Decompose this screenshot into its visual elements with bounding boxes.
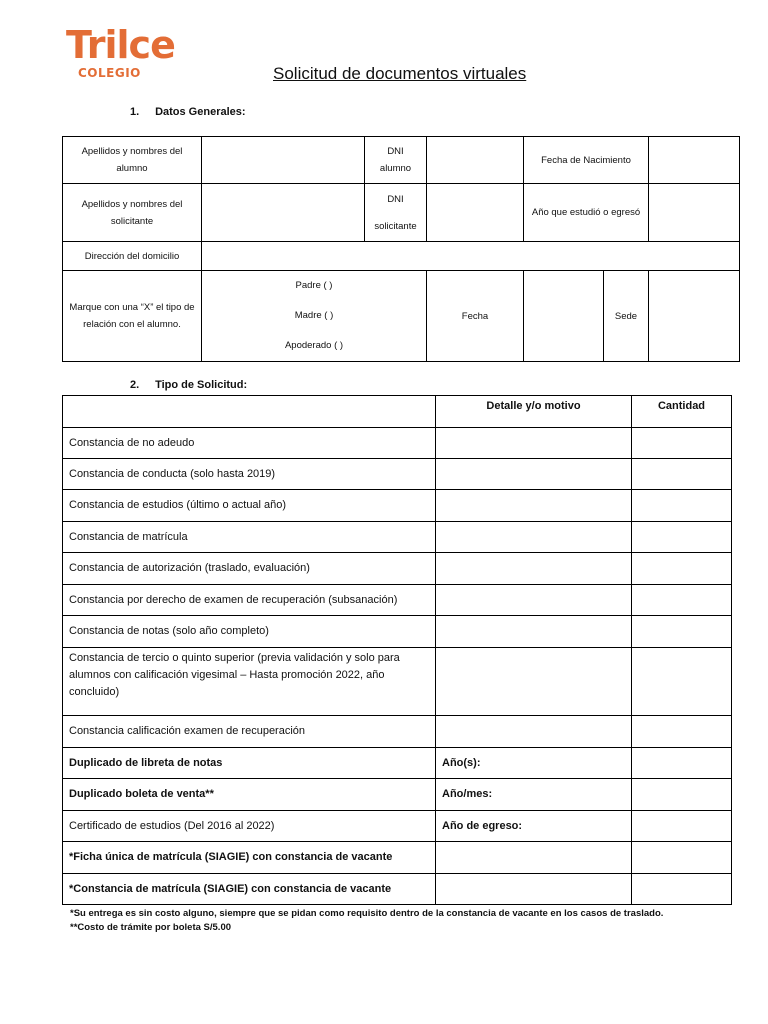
domicilio-field[interactable] xyxy=(202,242,740,271)
request-type-label[interactable]: Constancia de notas (solo año completo) xyxy=(63,616,436,648)
request-detail-field[interactable]: Año/mes: xyxy=(436,779,632,811)
fecha-label: Fecha xyxy=(427,271,524,362)
relacion-label: Marque con una “X” el tipo de relación con el alumno. xyxy=(63,271,202,362)
request-detail-field[interactable] xyxy=(436,522,632,553)
request-type-label[interactable]: Constancia de estudios (último o actual año) xyxy=(63,490,436,522)
request-quantity-field[interactable] xyxy=(632,811,732,842)
request-detail-field[interactable] xyxy=(436,585,632,616)
dni-alumno-field[interactable] xyxy=(427,137,524,184)
request-quantity-field[interactable] xyxy=(632,459,732,490)
header-cantidad: Cantidad xyxy=(632,396,732,428)
request-quantity-field[interactable] xyxy=(632,616,732,648)
option-apoderado[interactable]: Apoderado ( ) xyxy=(284,340,344,351)
alumno-label: Apellidos y nombres del alumno xyxy=(63,137,202,184)
table-row xyxy=(63,811,732,842)
logo-subtitle: COLEGIO xyxy=(78,66,141,80)
request-quantity-field[interactable] xyxy=(632,490,732,522)
request-type-label[interactable]: Constancia de autorización (traslado, evaluación) xyxy=(63,553,436,585)
request-detail-field[interactable]: Año(s): xyxy=(436,748,632,779)
request-type-label[interactable]: Constancia de tercio o quinto superior (previa validación y solo para alumnos con calificación vigesimal – Hasta promoción 2022, año concluido) xyxy=(63,648,436,716)
request-detail-field[interactable] xyxy=(436,648,632,716)
section-number: 1. xyxy=(130,106,140,118)
solicitante-label: Apellidos y nombres del solicitante xyxy=(63,184,202,242)
request-type-label[interactable]: Constancia de matrícula xyxy=(63,522,436,553)
section-heading-datos-generales xyxy=(130,106,246,118)
relacion-options[interactable] xyxy=(202,271,427,362)
alumno-field[interactable] xyxy=(202,137,365,184)
header-detalle: Detalle y/o motivo xyxy=(436,396,632,428)
request-quantity-field[interactable] xyxy=(632,779,732,811)
dni-solicitante-label xyxy=(365,184,427,242)
section-label: Tipo de Solicitud: xyxy=(155,379,248,391)
dni-solicitante-label-line1: DNI xyxy=(387,193,404,205)
table-row xyxy=(63,522,732,553)
sede-label: Sede xyxy=(604,271,649,362)
fecha-nacimiento-label: Fecha de Nacimiento xyxy=(524,137,649,184)
anio-estudio-label: Año que estudió o egresó xyxy=(524,184,649,242)
anio-estudio-field[interactable] xyxy=(649,184,740,242)
table-row xyxy=(63,748,732,779)
section-label: Datos Generales: xyxy=(155,106,246,118)
request-type-label[interactable]: Duplicado de libreta de notas xyxy=(63,748,436,779)
request-detail-field[interactable] xyxy=(436,716,632,748)
request-detail-field[interactable] xyxy=(436,490,632,522)
request-detail-field[interactable] xyxy=(436,842,632,874)
request-quantity-field[interactable] xyxy=(632,648,732,716)
request-quantity-field[interactable] xyxy=(632,842,732,874)
dni-solicitante-field[interactable] xyxy=(427,184,524,242)
section-heading-tipo-solicitud xyxy=(130,379,247,391)
request-type-label[interactable]: Duplicado boleta de venta** xyxy=(63,779,436,811)
table-row xyxy=(63,648,732,716)
request-type-label[interactable]: Constancia calificación examen de recuperación xyxy=(63,716,436,748)
option-madre[interactable]: Madre ( ) xyxy=(294,310,334,321)
request-detail-field[interactable]: Año de egreso: xyxy=(436,811,632,842)
table-row xyxy=(63,553,732,585)
section-number: 2. xyxy=(130,379,140,391)
request-type-table xyxy=(62,395,732,905)
solicitante-field[interactable] xyxy=(202,184,365,242)
table-row xyxy=(63,585,732,616)
logo xyxy=(66,23,178,80)
dni-alumno-label: DNI alumno xyxy=(365,137,427,184)
request-detail-field[interactable] xyxy=(436,616,632,648)
request-type-label[interactable]: Certificado de estudios (Del 2016 al 2022) xyxy=(63,811,436,842)
table-row xyxy=(63,616,732,648)
request-type-label[interactable]: Constancia por derecho de examen de recuperación (subsanación) xyxy=(63,585,436,616)
page-title: Solicitud de documentos virtuales xyxy=(273,64,527,83)
table-row xyxy=(63,490,732,522)
request-quantity-field[interactable] xyxy=(632,522,732,553)
sede-field[interactable] xyxy=(649,271,740,362)
footnote-2: **Costo de trámite por boleta S/5.00 xyxy=(70,922,232,933)
fecha-nacimiento-field[interactable] xyxy=(649,137,740,184)
request-quantity-field[interactable] xyxy=(632,748,732,779)
request-quantity-field[interactable] xyxy=(632,716,732,748)
logo-wordmark: Trilce xyxy=(66,23,175,67)
request-type-label[interactable]: *Constancia de matrícula (SIAGIE) con constancia de vacante xyxy=(63,874,436,905)
request-type-label[interactable]: *Ficha única de matrícula (SIAGIE) con constancia de vacante xyxy=(63,842,436,874)
table-row xyxy=(63,779,732,811)
request-quantity-field[interactable] xyxy=(632,553,732,585)
table-row xyxy=(63,874,732,905)
request-detail-field[interactable] xyxy=(436,874,632,905)
header-tipo xyxy=(63,396,436,428)
request-detail-field[interactable] xyxy=(436,459,632,490)
dni-solicitante-label-line2: solicitante xyxy=(374,220,417,232)
footnote-1: *Su entrega es sin costo alguno, siempre que se pidan como requisito dentro de la constancia de vacante en los casos de traslado. xyxy=(70,908,664,919)
footnotes xyxy=(70,907,663,935)
general-data-table xyxy=(62,136,740,362)
table-row xyxy=(63,459,732,490)
domicilio-label: Dirección del domicilio xyxy=(63,242,202,271)
request-type-label[interactable]: Constancia de conducta (solo hasta 2019) xyxy=(63,459,436,490)
table-row xyxy=(63,842,732,874)
request-quantity-field[interactable] xyxy=(632,428,732,459)
option-padre[interactable]: Padre ( ) xyxy=(295,280,333,291)
request-detail-field[interactable] xyxy=(436,428,632,459)
fecha-field[interactable] xyxy=(524,271,604,362)
request-quantity-field[interactable] xyxy=(632,874,732,905)
request-detail-field[interactable] xyxy=(436,553,632,585)
request-quantity-field[interactable] xyxy=(632,585,732,616)
table-row xyxy=(63,716,732,748)
table-row xyxy=(63,428,732,459)
request-type-label[interactable]: Constancia de no adeudo xyxy=(63,428,436,459)
